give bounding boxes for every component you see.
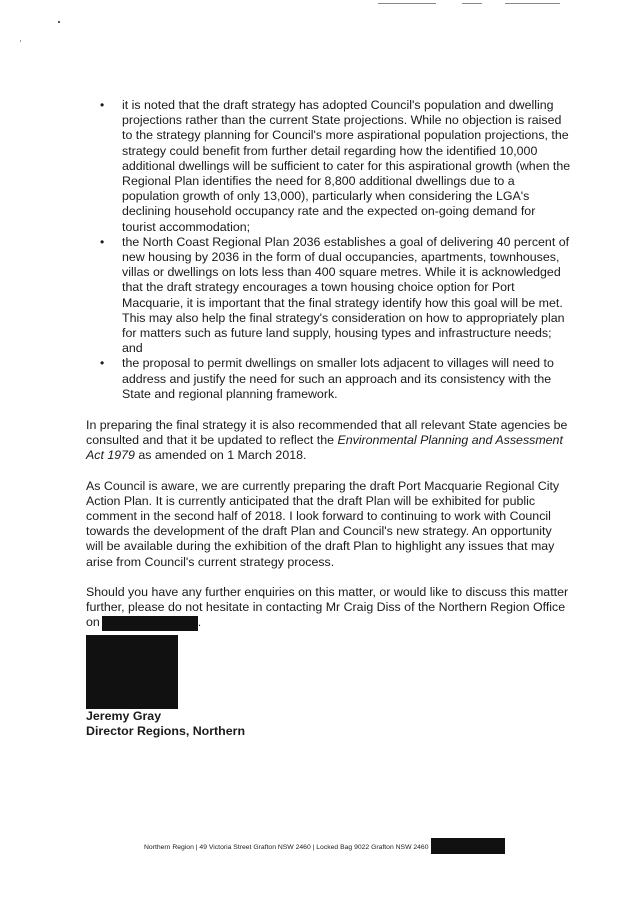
- bullet-text: the North Coast Regional Plan 2036 establishes a goal of delivering 40 percent of new housing by 2036 in the form of dual occupancies, apartments, townhouses, villas or dwellings on lots less than 400 square metres. While it is acknowledged that the draft strategy encourages a town housing choice option for Port Macquarie, it is important that the final strategy identify how this goal will be met. This may also help the final strategy's consideration on how to appropriately plan for matters such as future land supply, housing types and infrastructure needs; and: [122, 234, 570, 356]
- signatory-title: Director Regions, Northern: [86, 724, 246, 738]
- bullet-text: it is noted that the draft strategy has adopted Council's population and dwelling projections rather than the current State projections. While no objection is raised to the strategy planning for Council's more aspirational population projections, the strategy could benefit from further detail regarding how the identified 10,000 additional dwellings will be sufficient to cater for this aspirational growth (when the Regional Plan identifies the need for 8,800 additional dwellings due to a population growth of only 13,000), particularly when considering the LGA's declining household occupancy rate and the expected on-going demand for tourist accommodation;: [122, 98, 571, 234]
- scan-speck: [58, 21, 60, 23]
- bullet-list: [86, 98, 572, 402]
- bullet-text: the proposal to permit dwellings on smaller lots adjacent to villages will need to address and justify the need for such an approach and its consistency with the State and regional planning framework.: [122, 356, 554, 401]
- bullet-icon: •: [100, 356, 105, 371]
- scan-edge-line: [462, 3, 482, 4]
- letter-body: [86, 98, 572, 661]
- footer-address: Northern Region | 49 Victoria Street Grafton NSW 2460 | Locked Bag 9022 Grafton NSW 2460: [144, 844, 429, 851]
- paragraph-agencies-after: as amended on 1 March 2018.: [134, 448, 307, 463]
- redacted-signature-block: [86, 635, 178, 709]
- paragraph-agencies-before: In preparing the final strategy it is also recommended that all relevant State agencies be consulted and that it be updated to reflect the: [86, 418, 568, 448]
- bullet-item-smaller-lots: [86, 356, 572, 402]
- act-title: Environmental Planning and Assessment Act 1979: [86, 433, 563, 463]
- page-footer: [144, 838, 505, 854]
- paragraph-enquiries-text: Should you have any further enquiries on this matter, or would like to discuss this matter further, please do not hesitate in contacting Mr Craig Diss of the Northern Region Office on: [86, 584, 569, 630]
- paragraph-agencies: [86, 418, 572, 464]
- bullet-item-housing-goal: [86, 235, 572, 357]
- scan-speck: [20, 40, 21, 42]
- bullet-icon: •: [100, 98, 105, 112]
- redacted-footer-block: [431, 838, 505, 854]
- scan-edge-line: [505, 3, 560, 4]
- paragraph-enquiries-end: .: [197, 615, 202, 630]
- bullet-icon: •: [100, 234, 105, 249]
- scan-edge-line: [378, 3, 436, 4]
- bullet-item-projections: [86, 98, 572, 235]
- signature-block: [86, 635, 386, 739]
- signatory-name: Jeremy Gray: [86, 709, 162, 723]
- paragraph-action-plan: As Council is aware, we are currently preparing the draft Port Macquarie Regional City Action Plan. It is currently anticipated that the draft Plan will be exhibited for public comment in the second half of 2018. I look forward to continuing to work with Council towards the development of the draft Plan and Council's new strategy. An opportunity will be available during the exhibition of the draft Plan to highlight any issues that may arise from Council's current strategy process.: [86, 478, 560, 569]
- redacted-phone-block: [102, 616, 198, 631]
- paragraph-enquiries: [86, 585, 572, 631]
